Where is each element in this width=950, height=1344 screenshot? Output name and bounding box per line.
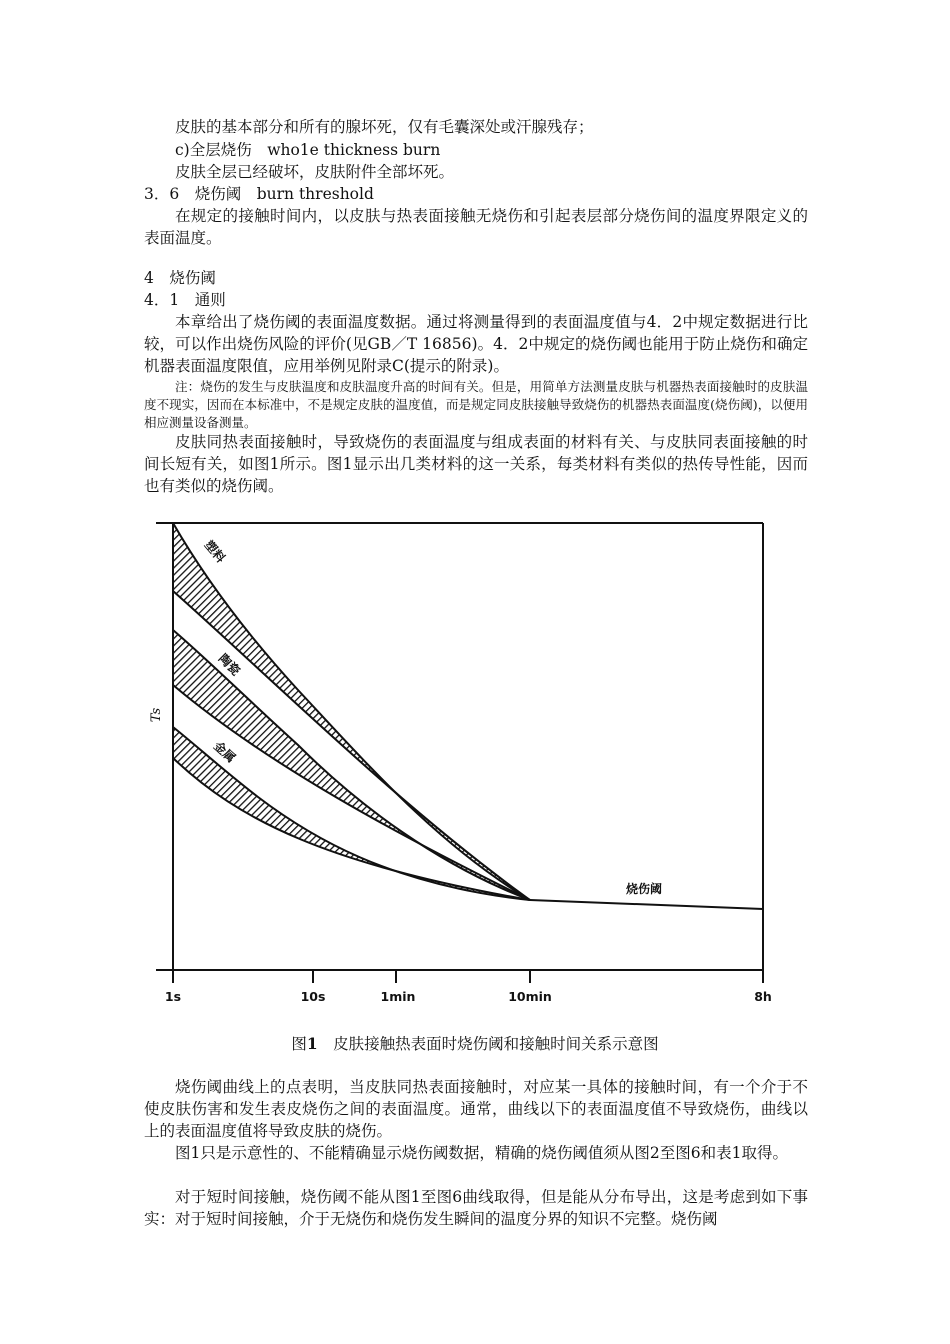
figure-caption (0, 1032, 950, 1054)
section-4-heading: 4 烧伤阈 (144, 269, 216, 287)
contact-paragraph: 皮肤同热表面接触时，导致烧伤的表面温度与组成表面的材料有关、与皮肤同表面接触的时间长短有关，如图1所示。图1显示出几类材料的这一关系，每类材料有类似的热传导性能，因而也有类似的烧伤阈。 (144, 433, 808, 495)
section-3-6-heading: 3．6 烧伤阈 burn threshold (144, 185, 374, 203)
note-paragraph: 注：烧伤的发生与皮肤温度和皮肤温度升高的时间有关。但是，用简单方法测量皮肤与机器热表面接触时的皮肤温度不现实，因而在本标准中，不是规定皮肤的温度值，而是规定同皮肤接触导致烧伤的机器热表面温度(烧伤阈)，以便用相应测量设备测量。 (144, 379, 808, 430)
burn-threshold-line (530, 900, 763, 909)
band-label-plastic: 塑料 (201, 537, 228, 566)
figure-1-chart (148, 515, 788, 1010)
y-axis-label: Ts (149, 707, 164, 723)
x-tick-label-10min: 10min (508, 989, 552, 1004)
text-line: 皮肤的基本部分和所有的腺坏死，仅有毛囊深处或汗腺残存； (175, 118, 594, 136)
caption-text: 皮肤接触热表面时烧伤阈和接触时间关系示意图 (317, 1035, 659, 1053)
short-contact-paragraph: 对于短时间接触，烧伤阈不能从图1至图6曲线取得，但是能从分布导出，这是考虑到如下事实：对于短时间接触，介于无烧伤和烧伤发生瞬间的温度分界的知识不完整。烧伤阈 (144, 1188, 808, 1228)
general-paragraph: 本章给出了烧伤阈的表面温度数据。通过将测量得到的表面温度值与4．2中规定数据进行比较，可以作出烧伤风险的评价(见GB／T 16856)。4．2中规定的烧伤阈也能用于防止烧伤和确定机器表面温度限值，应用举例见附录C(提示的附录)。 (144, 313, 808, 375)
band-label-metal: 金属 (210, 738, 239, 766)
x-tick-label-1min: 1min (380, 989, 416, 1004)
chart-svg (148, 515, 788, 1010)
x-tick-label-8h: 8h (754, 989, 772, 1004)
definition-paragraph: 在规定的接触时间内，以皮肤与热表面接触无烧伤和引起表层部分烧伤间的温度界限定义的表面温度。 (144, 207, 808, 247)
caption-number: 1 (306, 1034, 318, 1053)
section-4-1-heading: 4．1 通则 (144, 291, 226, 309)
figure-note-paragraph: 图1只是示意性的、不能精确显示烧伤阈数据，精确的烧伤阈值须从图2至图6和表1取得。 (175, 1144, 788, 1162)
threshold-meaning-paragraph: 烧伤阈曲线上的点表明，当皮肤同热表面接触时，对应某一具体的接触时间，有一个介于不使皮肤伤害和发生表皮烧伤之间的表面温度。通常，曲线以下的表面温度值不导致烧伤，曲线以上的表面温度值将导致皮肤的烧伤。 (144, 1078, 808, 1140)
caption-prefix: 图 (291, 1035, 307, 1053)
x-tick-label-10s: 10s (300, 989, 326, 1004)
term-full-thickness: c)全层烧伤 who1e thickness burn (175, 141, 441, 159)
burn-threshold-label: 烧伤阈 (626, 882, 663, 896)
band-label-ceramic: 陶瓷 (215, 651, 243, 679)
x-tick-label-1s: 1s (164, 989, 182, 1004)
text-line: 皮肤全层已经破坏，皮肤附件全部坏死。 (175, 163, 455, 181)
